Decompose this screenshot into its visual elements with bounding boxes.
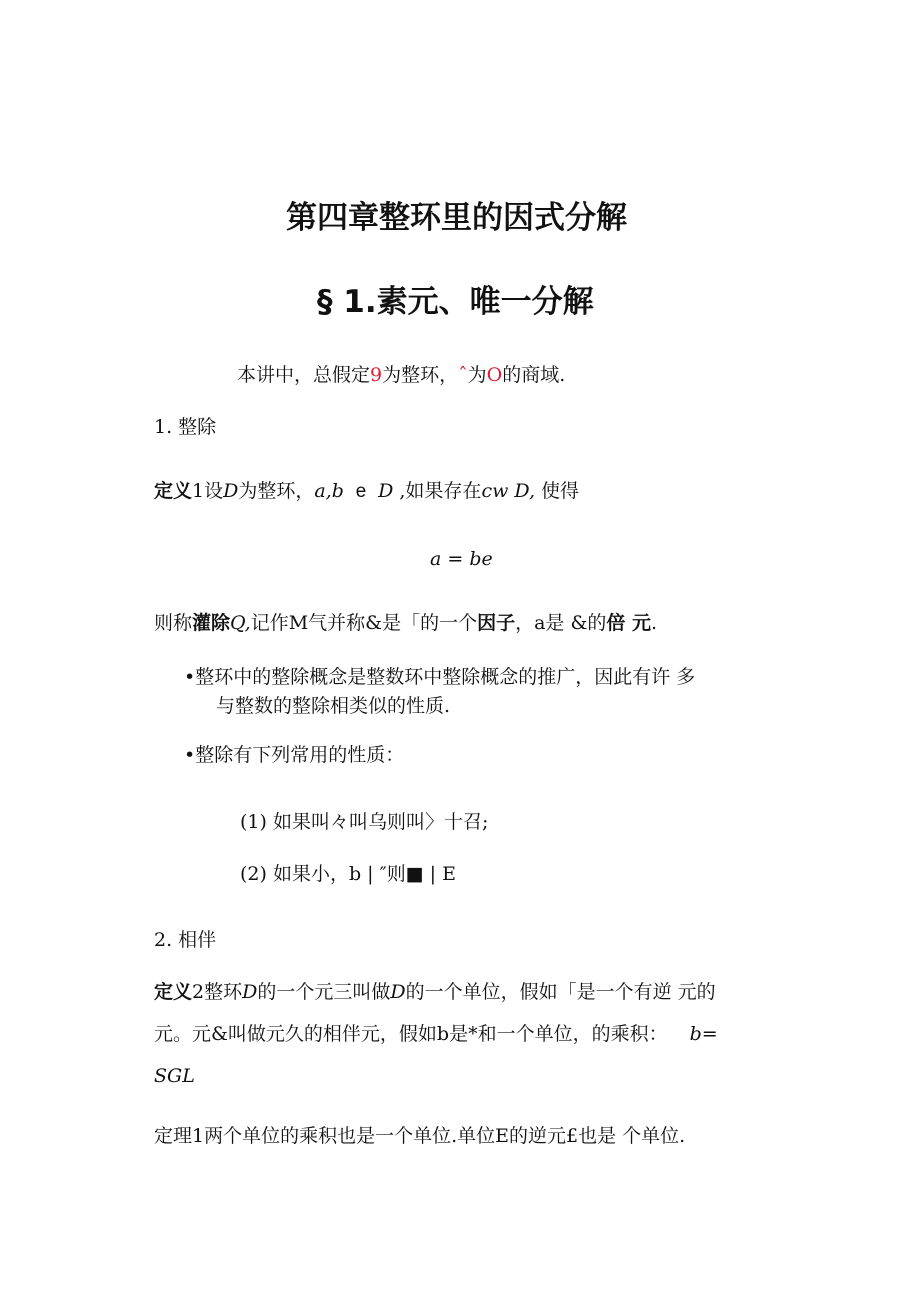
def-text: 为整环， [238, 480, 315, 502]
intro-var-o: O [486, 364, 503, 386]
theorem-1: 定理1两个单位的乘积也是一个单位.单位E的逆元£也是 个单位. [154, 1125, 686, 1147]
def-text: 元。元&叫做元久的相伴元，假如b是*和一个单位，的乘积： [154, 1023, 668, 1045]
def-text: 的一个元三叫做 [257, 981, 391, 1003]
intro-line [237, 366, 565, 385]
term-factor: 因子 [477, 612, 516, 634]
def-var: D [390, 981, 406, 1003]
def-var: D [223, 480, 239, 502]
term-multiple: 倍 元 [606, 612, 651, 634]
def-text: ,如果存在 [393, 480, 482, 502]
definition-1 [154, 482, 579, 502]
equation: a = be [430, 548, 493, 570]
def-var: D [242, 981, 258, 1003]
def-text: 1设 [192, 480, 224, 502]
def-text: 使得 [534, 480, 580, 502]
intro-text: 为 [467, 364, 487, 386]
chapter-title: 第四章整环里的因式分解 [286, 200, 627, 236]
def-text: 2整环 [192, 981, 243, 1003]
intro-text: 的商域. [502, 364, 566, 386]
bullet-1-line-1: •整环中的整除概念是整数环中整除概念的推广，因此有许 多 [184, 666, 696, 688]
definition-label: 定义 [154, 981, 193, 1003]
property-2: (2) 如果小，b | ″则■ | E [240, 863, 456, 885]
bullet-2: •整除有下列常用的性质： [184, 744, 405, 766]
def-text: 记作M气并称&是「的一个 [250, 612, 478, 634]
property-1: (1) 如果叫々叫乌则叫〉十召; [240, 811, 489, 833]
intro-var-d: 9 [370, 364, 383, 386]
intro-text: 本讲中，总假定 [237, 364, 371, 386]
section-title: § 1.素元、唯一分解 [317, 284, 594, 320]
definition-label: 定义 [154, 480, 193, 502]
heading-associates: 2. 相伴 [154, 929, 217, 951]
term-divides: 灌除 [192, 612, 231, 634]
def-text: 则称 [154, 612, 193, 634]
definition-2-line-2 [154, 1025, 718, 1044]
heading-divisibility: 1. 整除 [154, 416, 217, 438]
def-var: D [378, 480, 394, 502]
def-text: ，a是 &的 [515, 612, 607, 634]
intro-text: 为整环， [382, 364, 459, 386]
definition-2-line-1 [154, 983, 716, 1002]
intro-var-f: ˆ [458, 364, 468, 386]
def-var: b= [689, 1023, 718, 1045]
definition-1-continuation [154, 614, 657, 633]
def-text: 的一个单位，假如「是一个有逆 元的 [405, 981, 716, 1003]
definition-2-line-3: SGL [154, 1065, 195, 1087]
def-text: e [343, 481, 379, 503]
def-text: . [651, 612, 658, 634]
def-var: a,b [314, 480, 344, 502]
def-var: Q, [230, 612, 251, 634]
bullet-1-line-2: 与整数的整除相类似的性质. [216, 695, 451, 717]
def-var: cw D, [481, 480, 535, 502]
